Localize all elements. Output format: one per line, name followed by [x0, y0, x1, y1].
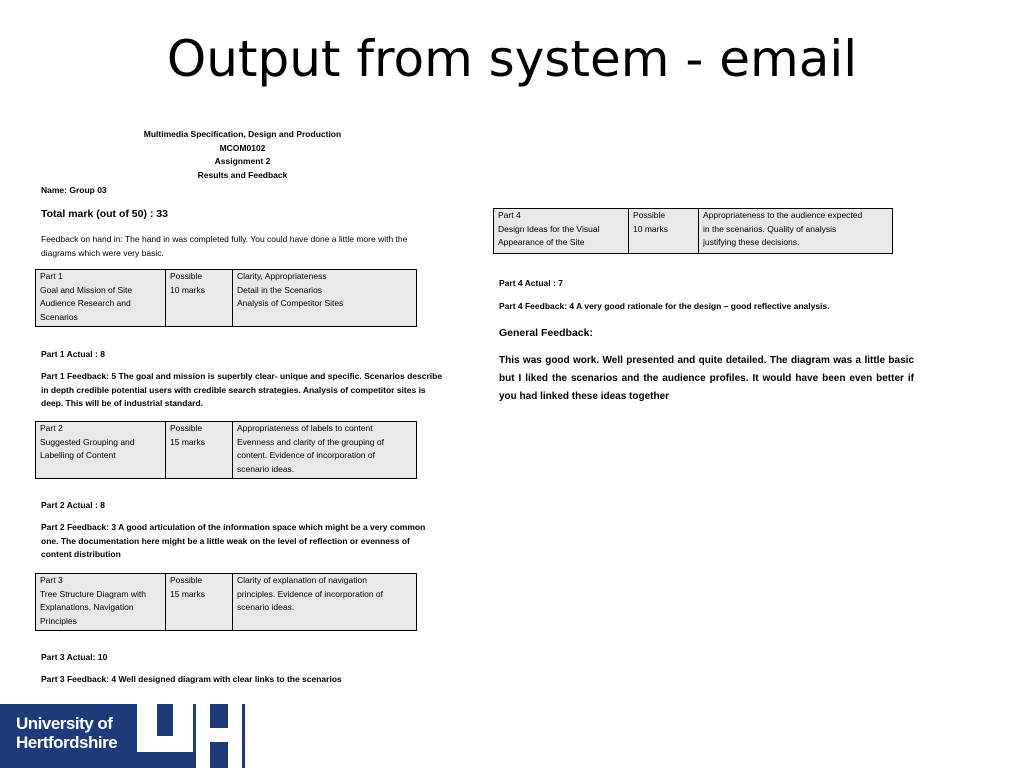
- results-label: Results and Feedback: [197, 169, 288, 180]
- part4-assessment: Appropriateness to the audience expected in the scenarios. Quality of analysis justifying these decisions.: [698, 209, 892, 253]
- part4-criteria: Part 4 Design Ideas for the Visual Appearance of the Site: [498, 210, 600, 247]
- general-feedback-title: General Feedback:: [499, 327, 593, 339]
- part3-feedback: Part 3 Feedback: 4 Well designed diagram with clear links to the scenarios: [41, 674, 342, 684]
- part3-criteria: Part 3 Tree Structure Diagram with Explanations, Navigation Principles: [40, 575, 146, 626]
- part1-table: [35, 269, 417, 327]
- part4-table: [493, 208, 893, 254]
- part1-criteria: Part 1 Goal and Mission of Site Audience Research and Scenarios: [40, 271, 133, 322]
- hand-in-feedback: Feedback on hand in: The hand in was completed fully. You could have done a little more with the diagrams which were very basic.: [41, 234, 408, 258]
- logo-h-bar: [196, 728, 242, 742]
- part2-table: [35, 421, 417, 479]
- general-feedback-body: This was good work. Well presented and quite detailed. The diagram was a little basic but I liked the scenarios and the audience profiles. It would have been even better if you had linked these ideas together: [499, 355, 914, 402]
- slide-title: Output from system - email: [166, 30, 858, 88]
- part1-possible: Possible 10 marks: [165, 270, 232, 326]
- course-title: Multimedia Specification, Design and Production: [143, 129, 342, 139]
- part4-feedback: Part 4 Feedback: 4 A very good rationale for the design – good reflective analysis.: [499, 301, 830, 311]
- part2-criteria: Part 2 Suggested Grouping and Labelling of Content: [40, 423, 135, 460]
- part3-assessment: Clarity of explanation of navigation principles. Evidence of incorporation of scenario ideas.: [232, 574, 416, 630]
- logo-text: University of Hertfordshire: [16, 714, 118, 752]
- total-mark: Total mark (out of 50) : 33: [41, 208, 168, 220]
- student-name: Name: Group 03: [41, 185, 107, 195]
- assignment-label: Assignment 2: [214, 156, 271, 166]
- logo-u-bottom: [137, 736, 193, 752]
- part1-actual: Part 1 Actual : 8: [41, 349, 105, 359]
- part2-feedback: Part 2 Feedback: 3 A good articulation of the information space which might be a very common one. The documentation here might be a little weak on the level of reflection or evenness of content distribution: [41, 522, 426, 559]
- document-header: [40, 128, 445, 182]
- part4-possible: Possible 10 marks: [628, 209, 698, 253]
- part3-possible: Possible 15 marks: [165, 574, 232, 630]
- part4-actual: Part 4 Actual : 7: [499, 278, 563, 288]
- part1-feedback: Part 1 Feedback: 5 The goal and mission is superbly clear- unique and specific. Scenarios describe in depth credible potential users with credible search strategies. Analysis of competitor sites is deep. This will be of industrial standard.: [41, 371, 443, 408]
- part2-assessment: Appropriateness of labels to content Evenness and clarity of the grouping of content. Evidence of incorporation of scenario ideas.: [232, 422, 416, 478]
- part1-assessment: Clarity, Appropriateness Detail in the Scenarios Analysis of Competitor Sites: [232, 270, 416, 326]
- part3-actual: Part 3 Actual: 10: [41, 652, 108, 662]
- part2-possible: Possible 15 marks: [165, 422, 232, 478]
- part3-table: [35, 573, 417, 631]
- part2-actual: Part 2 Actual : 8: [41, 500, 105, 510]
- course-code: MCOM0102: [219, 142, 266, 153]
